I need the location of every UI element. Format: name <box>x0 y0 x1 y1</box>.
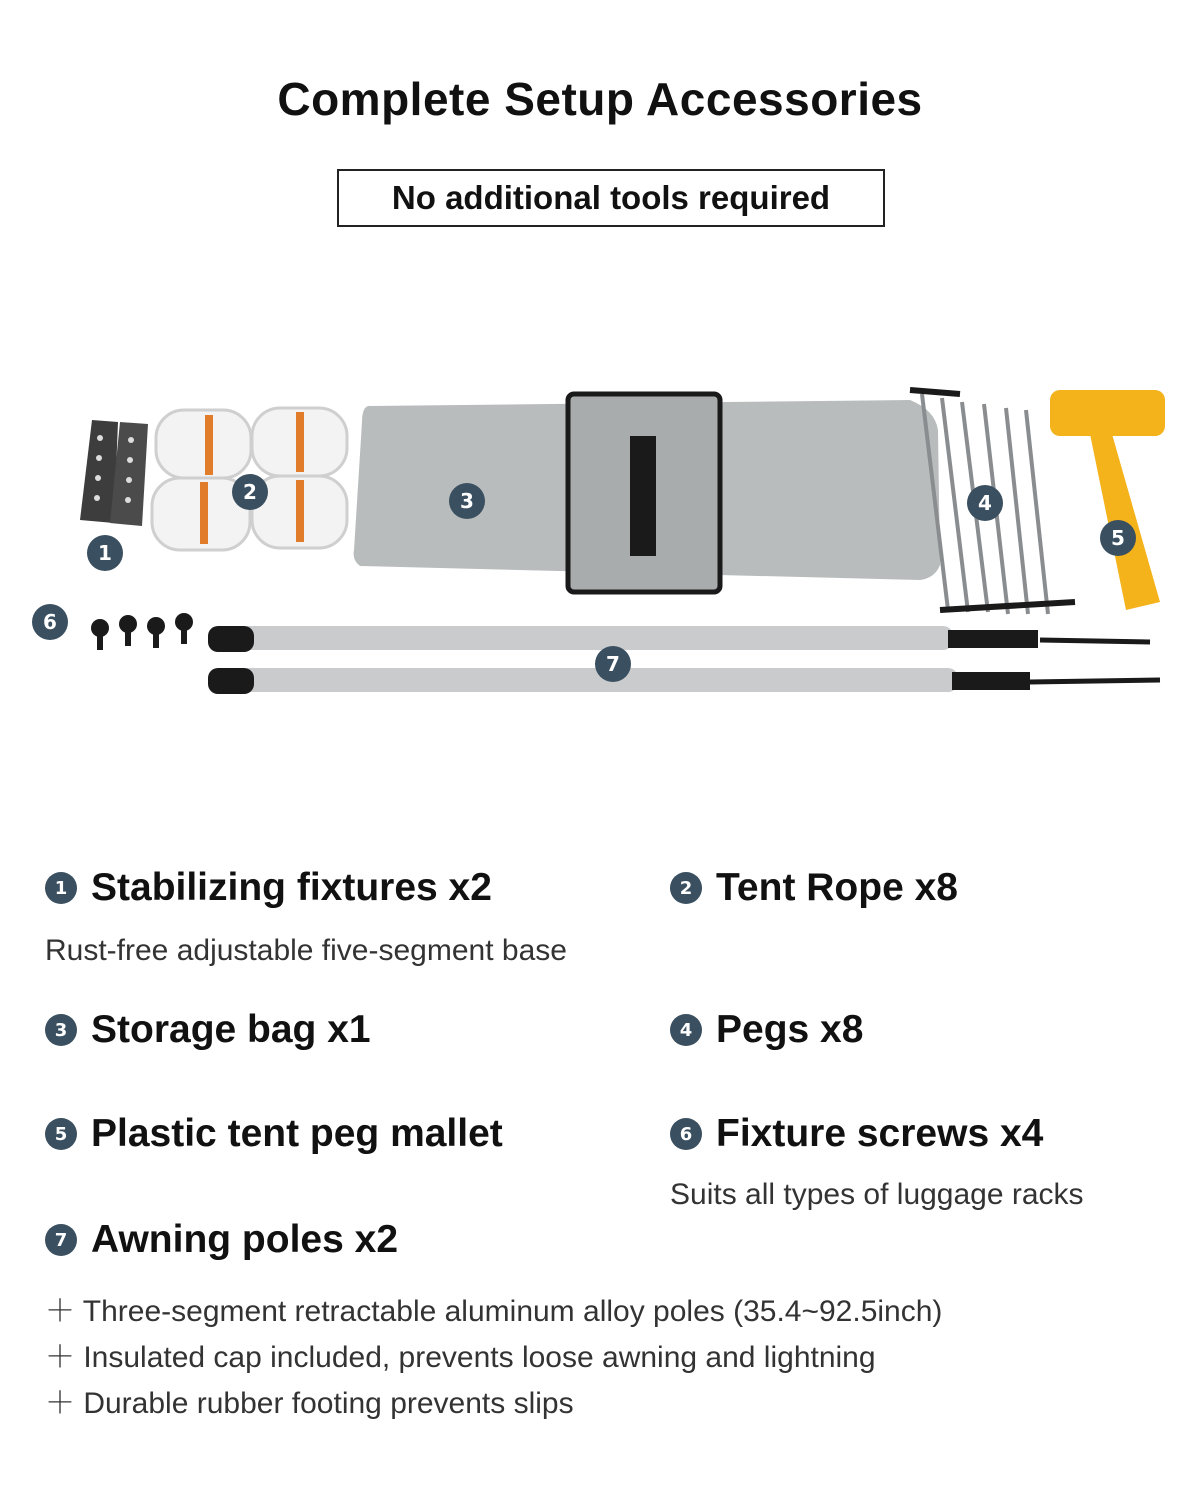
item-label: Fixture screws x4 <box>716 1112 1044 1155</box>
item-number: 3 <box>45 1014 77 1046</box>
item-storage-bag <box>45 1008 371 1052</box>
item-label: Tent Rope x8 <box>716 866 958 909</box>
page-title: Complete Setup Accessories <box>277 73 923 125</box>
storage-bag-image <box>354 394 940 592</box>
badge-3 <box>449 483 485 519</box>
item-fixture-screws <box>670 1112 1043 1156</box>
item-awning-poles <box>45 1218 398 1262</box>
svg-text:3: 3 <box>460 489 474 513</box>
svg-text:5: 5 <box>1111 526 1125 550</box>
subtitle-box <box>337 169 885 227</box>
item-label: Plastic tent peg mallet <box>91 1112 503 1155</box>
pole-feature: ＋ Three-segment retractable aluminum alloy poles (35.4~92.5inch) <box>45 1295 943 1328</box>
item-number: 6 <box>670 1118 702 1150</box>
item-description: Suits all types of luggage racks <box>670 1178 1084 1211</box>
svg-text:2: 2 <box>243 480 257 504</box>
badge-7 <box>595 646 631 682</box>
item-number: 1 <box>45 872 77 904</box>
item-description: Rust-free adjustable five-segment base <box>45 934 567 967</box>
item-mallet <box>45 1112 503 1156</box>
item-number: 5 <box>45 1118 77 1150</box>
badge-1 <box>87 535 123 571</box>
item-label: Pegs x8 <box>716 1008 864 1051</box>
svg-text:4: 4 <box>978 491 992 515</box>
mallet-image <box>1050 390 1165 610</box>
item-number: 4 <box>670 1014 702 1046</box>
badge-5 <box>1100 520 1136 556</box>
item-label: Stabilizing fixtures x2 <box>91 866 492 909</box>
item-number: 2 <box>670 872 702 904</box>
pole-feature: ＋ Insulated cap included, prevents loose awning and lightning <box>45 1341 876 1374</box>
item-number: 7 <box>45 1224 77 1256</box>
badge-6 <box>32 604 68 640</box>
awning-poles-image <box>208 626 1160 694</box>
svg-text:1: 1 <box>98 541 112 565</box>
item-tent-rope <box>670 866 958 910</box>
fixture-screws-image <box>91 613 193 650</box>
item-label: Storage bag x1 <box>91 1008 371 1051</box>
badge-4 <box>967 485 1003 521</box>
subtitle-text: No additional tools required <box>391 179 831 216</box>
item-stabilizing-fixtures <box>45 866 492 910</box>
item-label: Awning poles x2 <box>91 1218 399 1261</box>
pole-feature: ＋ Durable rubber footing prevents slips <box>45 1387 574 1420</box>
badge-2 <box>232 474 268 510</box>
item-pegs <box>670 1008 863 1052</box>
product-illustration <box>0 370 1200 720</box>
svg-text:7: 7 <box>606 652 620 676</box>
svg-text:6: 6 <box>43 610 57 634</box>
stabilizing-fixtures-image <box>80 420 148 526</box>
